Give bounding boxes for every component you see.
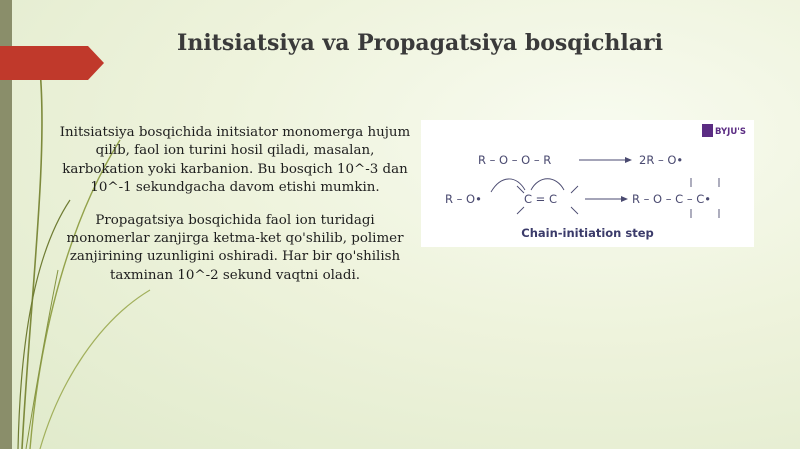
reaction2-alkene: C = C [524, 192, 558, 206]
reaction1-product: 2R – O• [639, 153, 684, 167]
slide-title: Initsiatsiya va Propagatsiya bosqichlari [177, 30, 663, 56]
reaction2-radical: R – O• [445, 192, 482, 206]
reaction1-reactant: R – O – O – R [478, 153, 552, 167]
figure-caption: Chain-initiation step [521, 226, 654, 240]
reaction1-arrowhead [625, 157, 632, 163]
slide-body [55, 124, 415, 299]
curly-arrow-2 [531, 179, 564, 190]
paragraph-initiation: Initsiatsiya bosqichida initsiator monomerga hujum qilib, faol ion turini hosil qiladi, masalan, karbokation yoki karbanion. Bu bosqich 10^-3 dan 10^-1 sekundgacha davom etishi mumkin. [59, 125, 411, 196]
alkene-bond-lr [571, 207, 578, 214]
alkene-bond-ll [517, 207, 524, 214]
reaction2-product: R – O – C – C• [632, 192, 712, 206]
accent-arrow-tab [0, 46, 104, 80]
reaction-figure [421, 120, 754, 247]
reaction2-arrowhead [621, 196, 628, 202]
paragraph-propagation: Propagatsiya bosqichida faol ion turidagi monomerlar zanjirga ketma-ket qo'shilib, polimer zanjirining uzunligini oshiradi. Har bir qo'shilish taxminan 10^-2 sekund vaqtni oladi. [66, 212, 404, 283]
alkene-bond-ur [571, 186, 578, 193]
curly-arrow-1 [491, 179, 525, 192]
logo-text: BYJU'S [715, 127, 746, 137]
